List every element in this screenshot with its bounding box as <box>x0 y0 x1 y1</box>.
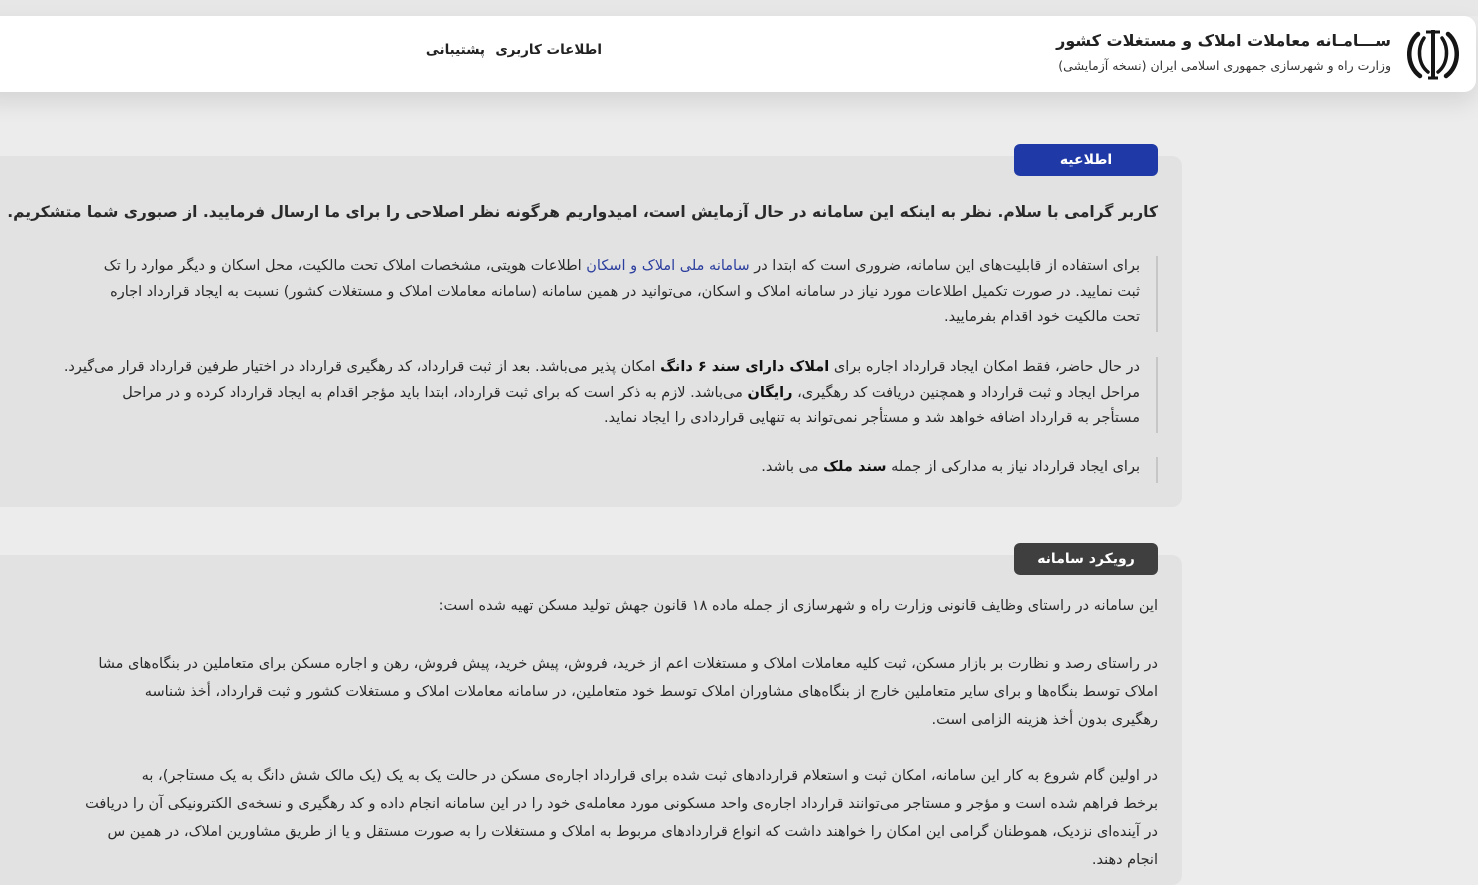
text: می‌باشد. لازم به ذکر است که برای ثبت قرارداد، ابتدا باید مؤجر اقدام به ایجاد قرارداد کرده و در مراحل <box>122 384 743 401</box>
text: امکان پذیر می‌باشد. بعد از ثبت قرارداد، کد رهگیری قرارداد در اختیار طرفین قرارداد قرار می‌گیرد. <box>63 359 656 375</box>
text: در حال حاضر، فقط امکان ایجاد قرارداد اجاره برای <box>833 359 1140 375</box>
text: اطلاعات هویتی، مشخصات املاک تحت مالکیت، محل اسکان و دیگر موارد را تک <box>103 258 582 274</box>
text: برای استفاده از قابلیت‌های این سامانه، ضروری است که ابتدا در <box>754 258 1140 274</box>
nav-support[interactable]: پشتیبانی <box>425 42 485 58</box>
notice-block-1 <box>104 254 1140 331</box>
approach-paragraph-2 <box>85 762 1158 874</box>
notice-block-1-line-2: ثبت نمایید. در صورت تکمیل اطلاعات مورد نیاز در سامانه املاک و اسکان، می‌توانید در همین سامانه (سامانه معاملات املاک و مستغلات کشور) نسبت به ایجاد قرارداد اجاره <box>110 283 1140 300</box>
approach-paragraph-1-line: املاک توسط بنگاه‌ها و برای سایر متعاملین خارج از بنگاه‌های مشاوران املاک توسط خود متعاملین، در سامانه معاملات املاک و مستغلات کشور و ثبت قرارداد، أخذ شناسه <box>144 684 1158 700</box>
approach-paragraph-1 <box>98 650 1158 734</box>
bold-text: املاک دارای سند ۶ دانگ <box>660 359 830 375</box>
site-header <box>0 16 1476 92</box>
top-band <box>0 0 1478 16</box>
approach-badge: رویکرد سامانه <box>1014 543 1158 575</box>
notice-block-1-line-3: تحت مالکیت خود اقدام بفرمایید. <box>944 309 1140 325</box>
bold-text: سند ملک <box>823 459 887 475</box>
approach-paragraph-2-line: برخط فراهم شده است و مؤجر و مستاجر می‌توانند قرارداد اجاره‌ی واحد مسکونی مورد معامله‌ی خود را در این سامانه انجام داده و کد رهگیری و نسخه‌ی الکترونیکی آن را دریافت <box>85 796 1158 812</box>
quote-bar <box>1156 357 1158 433</box>
national-housing-system-link[interactable]: سامانه ملی املاک و اسکان <box>586 258 750 274</box>
text: برای ایجاد قرارداد نیاز به مدارکی از جمله <box>891 459 1140 475</box>
iran-emblem-icon <box>1404 26 1462 82</box>
approach-intro: این سامانه در راستای وظایف قانونی وزارت راه و شهرسازی از جمله ماده ۱۸ قانون جهش تولید مسکن تهیه شده است: <box>438 598 1158 614</box>
text: مراحل ایجاد و ثبت قرارداد و همچنین دریافت کد رهگیری، <box>797 384 1140 401</box>
notice-block-1-line-1 <box>104 254 1140 280</box>
approach-paragraph-2-line: در اولین گام شروع به کار این سامانه، امکان ثبت و استعلام قراردادهای ثبت شده برای قرارداد اجاره‌ی مسکن در حالت یک به یک (یک مالک شش دانگ به یک مستاجر)، به <box>141 768 1158 784</box>
quote-bar <box>1156 256 1158 332</box>
notice-block-2-line-1 <box>64 355 1140 381</box>
site-title: ســـامـانه معاملات املاک و مستغلات کشور <box>1056 31 1391 50</box>
notice-block-3 <box>761 455 1140 481</box>
notice-block-2-line-2 <box>64 381 1140 407</box>
text: می باشد. <box>761 459 819 475</box>
notice-block-2 <box>64 355 1140 432</box>
approach-paragraph-2-line: در آینده‌ای نزدیک، هموطنان گرامی این امکان را خواهند داشت که انواع قراردادهای مربوط به املاک و مستغلات را به صورت مستقل و یا از طریق مشاورین املاک، در همین س <box>107 824 1158 840</box>
notice-badge: اطلاعیه <box>1014 144 1158 176</box>
notice-greeting: کاربر گرامی با سلام. نظر به اینکه این سامانه در حال آزمایش است، امیدواریم هرگونه نظر اصلاحی را برای ما ارسال فرمایید. از صبوری شما متشکریم. <box>7 203 1158 221</box>
nav-user-info[interactable]: اطلاعات کاربری <box>495 42 602 58</box>
approach-paragraph-2-line: انجام دهند. <box>1091 852 1158 868</box>
notice-block-3-line-1 <box>761 455 1140 481</box>
quote-bar <box>1156 457 1158 483</box>
approach-paragraph-1-line: در راستای رصد و نظارت بر بازار مسکن، ثبت کلیه معاملات املاک و مستغلات اعم از خرید، فروش، پیش خرید، پیش فروش، رهن و اجاره مسکن برای متعاملین در بنگاه‌های مشا <box>98 656 1158 672</box>
notice-block-2-line-3: مستأجر به قرارداد اضافه خواهد شد و مستأجر نمی‌تواند به تنهایی قراردادی را ایجاد نماید. <box>604 410 1140 426</box>
approach-paragraph-1-line: رهگیری بدون أخذ هزینه الزامی است. <box>931 712 1158 728</box>
bold-text: رایگان <box>747 384 793 401</box>
site-subtitle: وزارت راه و شهرسازی جمهوری اسلامی ایران (نسخه آزمایشی) <box>1058 58 1391 73</box>
